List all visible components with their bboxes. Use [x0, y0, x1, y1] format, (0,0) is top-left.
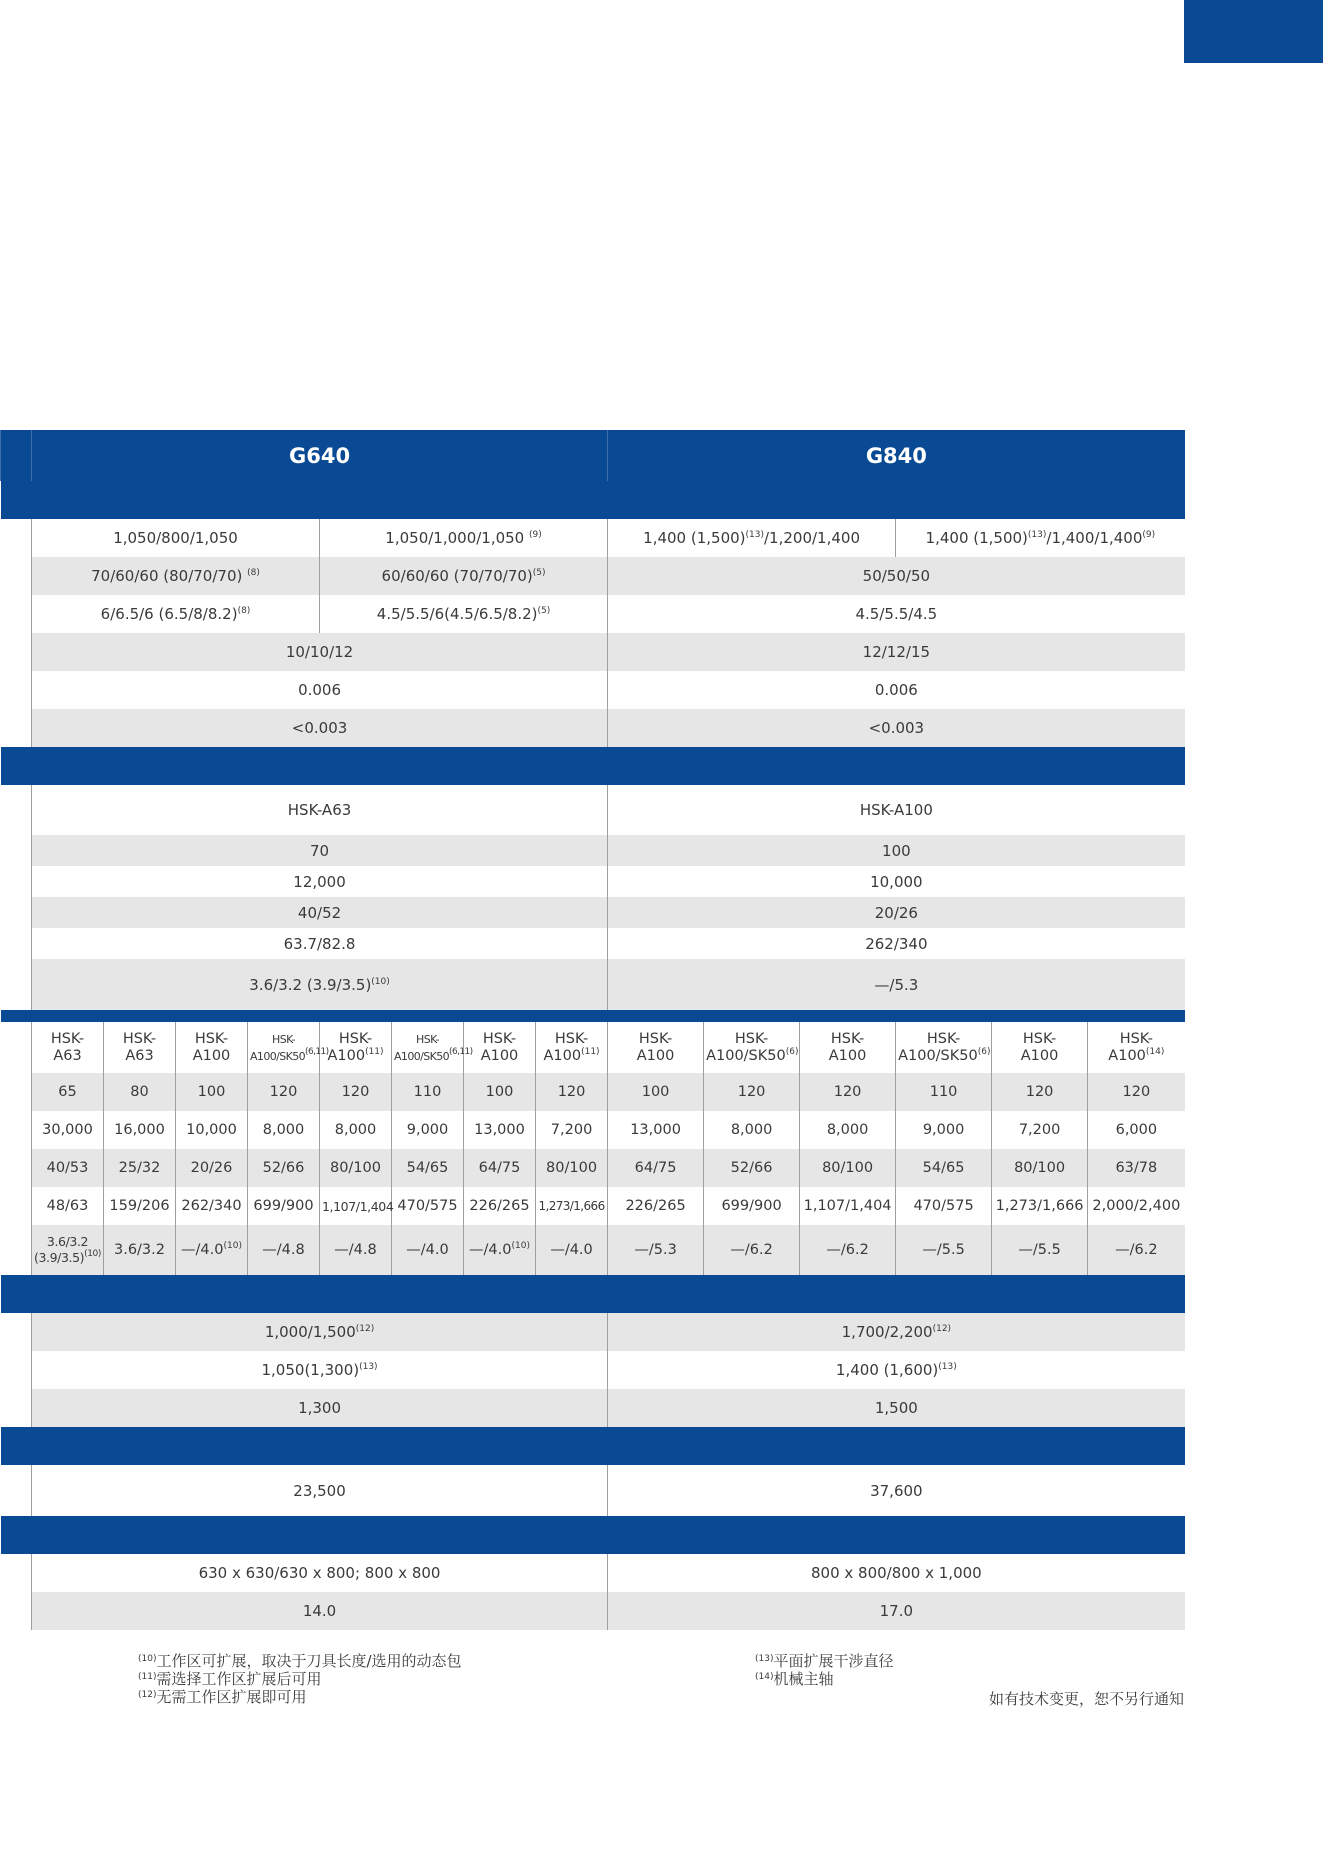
table-cell: —/4.8 [320, 1225, 392, 1275]
table-cell: 63.7/82.8 [32, 928, 608, 959]
table-cell: 470/575 [392, 1187, 464, 1225]
table-cell: 262/340 [176, 1187, 248, 1225]
spindle-type-cell: HSK- A100/SK50$^{(6)}$ [704, 1022, 800, 1073]
footnote-14: $^{(14)}$机械主轴 [755, 1670, 834, 1688]
table-cell: 1,107/1,404 [320, 1187, 392, 1225]
table-row [1, 1465, 1185, 1516]
table-row [1, 866, 1185, 897]
table-cell: $1,050(1,300)^{(13)}$ [32, 1351, 608, 1389]
table-row [1, 671, 1185, 709]
spindle-header-row [1, 1022, 1185, 1073]
table-cell: 159/206 [104, 1187, 176, 1225]
table-cell: 262/340 [608, 928, 1185, 959]
table-cell: 1,700/2,200$^{(12)}$ [608, 1313, 1185, 1351]
spindle-type-cell: HSK- A100 [608, 1022, 704, 1073]
table-cell: 3.6/3.2 [104, 1225, 176, 1275]
table-cell: 70/60/60 (80/70/70) $^{(8)}$ [32, 557, 320, 595]
table-row [1, 959, 1185, 1010]
table-cell: $4.5/5.5/6(4.5/6.5/8.2)^{(5)}$ [320, 595, 608, 633]
table-cell: 52/66 [248, 1149, 320, 1187]
spindle-type-cell: HSK- A100 [176, 1022, 248, 1073]
table-cell: 120 [320, 1073, 392, 1111]
table-cell: 80/100 [800, 1149, 896, 1187]
table-cell: —/5.3 [608, 1225, 704, 1275]
change-notice: 如有技术变更，恕不另行通知 [988, 1690, 1184, 1708]
spindle-type-cell: HSK- A100 [464, 1022, 536, 1073]
spindle-row [1, 1149, 1185, 1187]
spindle-type-cell: HSK- A63 [104, 1022, 176, 1073]
section-band [1, 1010, 1185, 1022]
table-cell: 60/60/60 $(70/70/70)^{(5)}$ [320, 557, 608, 595]
corner-tab [1184, 0, 1323, 63]
table-row [1, 928, 1185, 959]
footnote-12: $^{(12)}$无需工作区扩展即可用 [138, 1688, 307, 1706]
spec-table [0, 430, 1185, 1630]
table-cell: 120 [248, 1073, 320, 1111]
table-cell: 52/66 [704, 1149, 800, 1187]
table-cell: 10,000 [608, 866, 1185, 897]
table-cell: 48/63 [32, 1187, 104, 1225]
table-cell: 9,000 [392, 1111, 464, 1149]
section-band [1, 1275, 1185, 1313]
table-cell: 10,000 [176, 1111, 248, 1149]
section-band [1, 481, 1185, 519]
table-cell: HSK-A63 [32, 785, 608, 835]
table-cell: 226/265 [464, 1187, 536, 1225]
table-cell: —/4.0 [392, 1225, 464, 1275]
table-row [1, 1554, 1185, 1592]
table-cell: 1,107/1,404 [800, 1187, 896, 1225]
table-cell: —/5.5 [896, 1225, 992, 1275]
table-cell: 20/26 [608, 897, 1185, 928]
table-cell: HSK-A100 [608, 785, 1185, 835]
table-cell: 8,000 [320, 1111, 392, 1149]
table-cell: 14.0 [32, 1592, 608, 1630]
table-cell: 30,000 [32, 1111, 104, 1149]
table-cell: 65 [32, 1073, 104, 1111]
table-cell: 54/65 [392, 1149, 464, 1187]
section-band [1, 1516, 1185, 1554]
table-cell: 12,000 [32, 866, 608, 897]
table-cell: 80 [104, 1073, 176, 1111]
table-row [1, 633, 1185, 671]
table-cell: 9,000 [896, 1111, 992, 1149]
table-cell: 1,000/1,500$^{(12)}$ [32, 1313, 608, 1351]
footnote-11: $^{(11)}$需选择工作区扩展后可用 [138, 1670, 322, 1688]
table-cell: —/6.2 [800, 1225, 896, 1275]
table-cell: —/4.8 [248, 1225, 320, 1275]
table-cell: 3.6/3.2 $(3.9/3.5)^{(10)}$ [32, 1225, 104, 1275]
footnote-10: $^{(10)}$工作区可扩展，取决于刀具长度/选用的动态包 [138, 1652, 462, 1670]
table-cell: 1,050/1,000/1,050 $^{(9)}$ [320, 519, 608, 557]
table-row [1, 1592, 1185, 1630]
table-cell: 100 [464, 1073, 536, 1111]
spindle-row [1, 1187, 1185, 1225]
table-cell: 7,200 [992, 1111, 1088, 1149]
table-cell: 110 [896, 1073, 992, 1111]
spindle-row [1, 1225, 1185, 1275]
table-cell: 1,273/1,666 [536, 1187, 608, 1225]
table-cell: 699/900 [704, 1187, 800, 1225]
table-row [1, 595, 1185, 633]
table-cell: 110 [392, 1073, 464, 1111]
table-cell: 120 [992, 1073, 1088, 1111]
table-cell: 17.0 [608, 1592, 1185, 1630]
table-cell: 120 [1088, 1073, 1185, 1111]
table-cell: —/4.0$^{(10)}$ [176, 1225, 248, 1275]
table-cell: 3.6/3.2 $(3.9/3.5)^{(10)}$ [32, 959, 608, 1010]
section-band [1, 1427, 1185, 1465]
table-cell: 120 [536, 1073, 608, 1111]
table-cell: 13,000 [464, 1111, 536, 1149]
table-cell: —/5.3 [608, 959, 1185, 1010]
table-cell: 2,000/2,400 [1088, 1187, 1185, 1225]
table-cell: 100 [608, 1073, 704, 1111]
table-row [1, 897, 1185, 928]
table-cell: 6/6.5/6 $(6.5/8/8.2)^{(8)}$ [32, 595, 320, 633]
table-cell: —/6.2 [1088, 1225, 1185, 1275]
table-cell: 4.5/5.5/4.5 [608, 595, 1185, 633]
table-cell: 120 [704, 1073, 800, 1111]
spindle-type-cell: HSK- A100$^{(11)}$ [320, 1022, 392, 1073]
table-cell: 63/78 [1088, 1149, 1185, 1187]
table-cell: 37,600 [608, 1465, 1185, 1516]
table-cell: 80/100 [536, 1149, 608, 1187]
spindle-type-cell: HSK- A63 [32, 1022, 104, 1073]
table-row [1, 519, 1185, 557]
table-row [1, 709, 1185, 747]
table-cell: 120 [800, 1073, 896, 1111]
table-cell: —/4.0 [536, 1225, 608, 1275]
table-cell: 10/10/12 [32, 633, 608, 671]
spindle-type-cell: HSK- A100/SK50$^{(6,11)}$ [392, 1022, 464, 1073]
spindle-type-cell: HSK- A100 [800, 1022, 896, 1073]
table-cell: 80/100 [320, 1149, 392, 1187]
table-cell: 1,400 $(1,600)^{(13)}$ [608, 1351, 1185, 1389]
section-band [1, 747, 1185, 785]
table-cell: 699/900 [248, 1187, 320, 1225]
table-cell: 64/75 [464, 1149, 536, 1187]
table-cell: 1,050/800/1,050 [32, 519, 320, 557]
table-row [1, 1351, 1185, 1389]
table-row [1, 835, 1185, 866]
table-cell: 800 x 800/800 x 1,000 [608, 1554, 1185, 1592]
table-cell: —/4.0$^{(10)}$ [464, 1225, 536, 1275]
spindle-type-cell: HSK- A100$^{(14)}$ [1088, 1022, 1185, 1073]
spindle-type-cell: HSK- A100/SK50$^{(6)}$ [896, 1022, 992, 1073]
table-cell: 6,000 [1088, 1111, 1185, 1149]
model-g840: G840 [608, 430, 1185, 481]
table-cell: 100 [608, 835, 1185, 866]
footnote-13: $^{(13)}$平面扩展干涉直径 [755, 1652, 894, 1670]
table-cell: 0.006 [608, 671, 1185, 709]
table-cell: —/6.2 [704, 1225, 800, 1275]
table-row [1, 557, 1185, 595]
table-cell: 1,500 [608, 1389, 1185, 1427]
table-cell: 64/75 [608, 1149, 704, 1187]
spindle-row [1, 1111, 1185, 1149]
table-cell: 50/50/50 [608, 557, 1185, 595]
table-cell: 226/265 [608, 1187, 704, 1225]
header-row [1, 430, 1185, 481]
table-cell: 80/100 [992, 1149, 1088, 1187]
table-cell: 40/53 [32, 1149, 104, 1187]
table-cell: 70 [32, 835, 608, 866]
table-cell: 470/575 [896, 1187, 992, 1225]
table-row [1, 1313, 1185, 1351]
table-cell: 12/12/15 [608, 633, 1185, 671]
model-g640: G640 [32, 430, 608, 481]
table-cell: —/5.5 [992, 1225, 1088, 1275]
table-cell: 25/32 [104, 1149, 176, 1187]
spindle-row [1, 1073, 1185, 1111]
table-row [1, 1389, 1185, 1427]
table-cell: 1,400 $(1,500)^{(13)}/1,200/1,400$ [608, 519, 896, 557]
table-cell: 1,400 $(1,500)^{(13)}/1,400/1,400^{(9)}$ [896, 519, 1185, 557]
table-cell: 1,300 [32, 1389, 608, 1427]
table-cell: 40/52 [32, 897, 608, 928]
table-cell: 54/65 [896, 1149, 992, 1187]
spindle-type-cell: HSK- A100$^{(11)}$ [536, 1022, 608, 1073]
table-cell: 630 x 630/630 x 800; 800 x 800 [32, 1554, 608, 1592]
table-cell: 23,500 [32, 1465, 608, 1516]
table-row [1, 785, 1185, 835]
table-cell: 8,000 [800, 1111, 896, 1149]
table-cell: 13,000 [608, 1111, 704, 1149]
table-cell: 8,000 [704, 1111, 800, 1149]
table-cell: 16,000 [104, 1111, 176, 1149]
table-cell: <0.003 [608, 709, 1185, 747]
table-cell: <0.003 [32, 709, 608, 747]
table-cell: 100 [176, 1073, 248, 1111]
table-cell: 7,200 [536, 1111, 608, 1149]
table-cell: 8,000 [248, 1111, 320, 1149]
table-cell: 20/26 [176, 1149, 248, 1187]
table-cell: 1,273/1,666 [992, 1187, 1088, 1225]
table-cell: 0.006 [32, 671, 608, 709]
spindle-type-cell: HSK- A100/SK50$^{(6,11)}$ [248, 1022, 320, 1073]
spindle-type-cell: HSK- A100 [992, 1022, 1088, 1073]
